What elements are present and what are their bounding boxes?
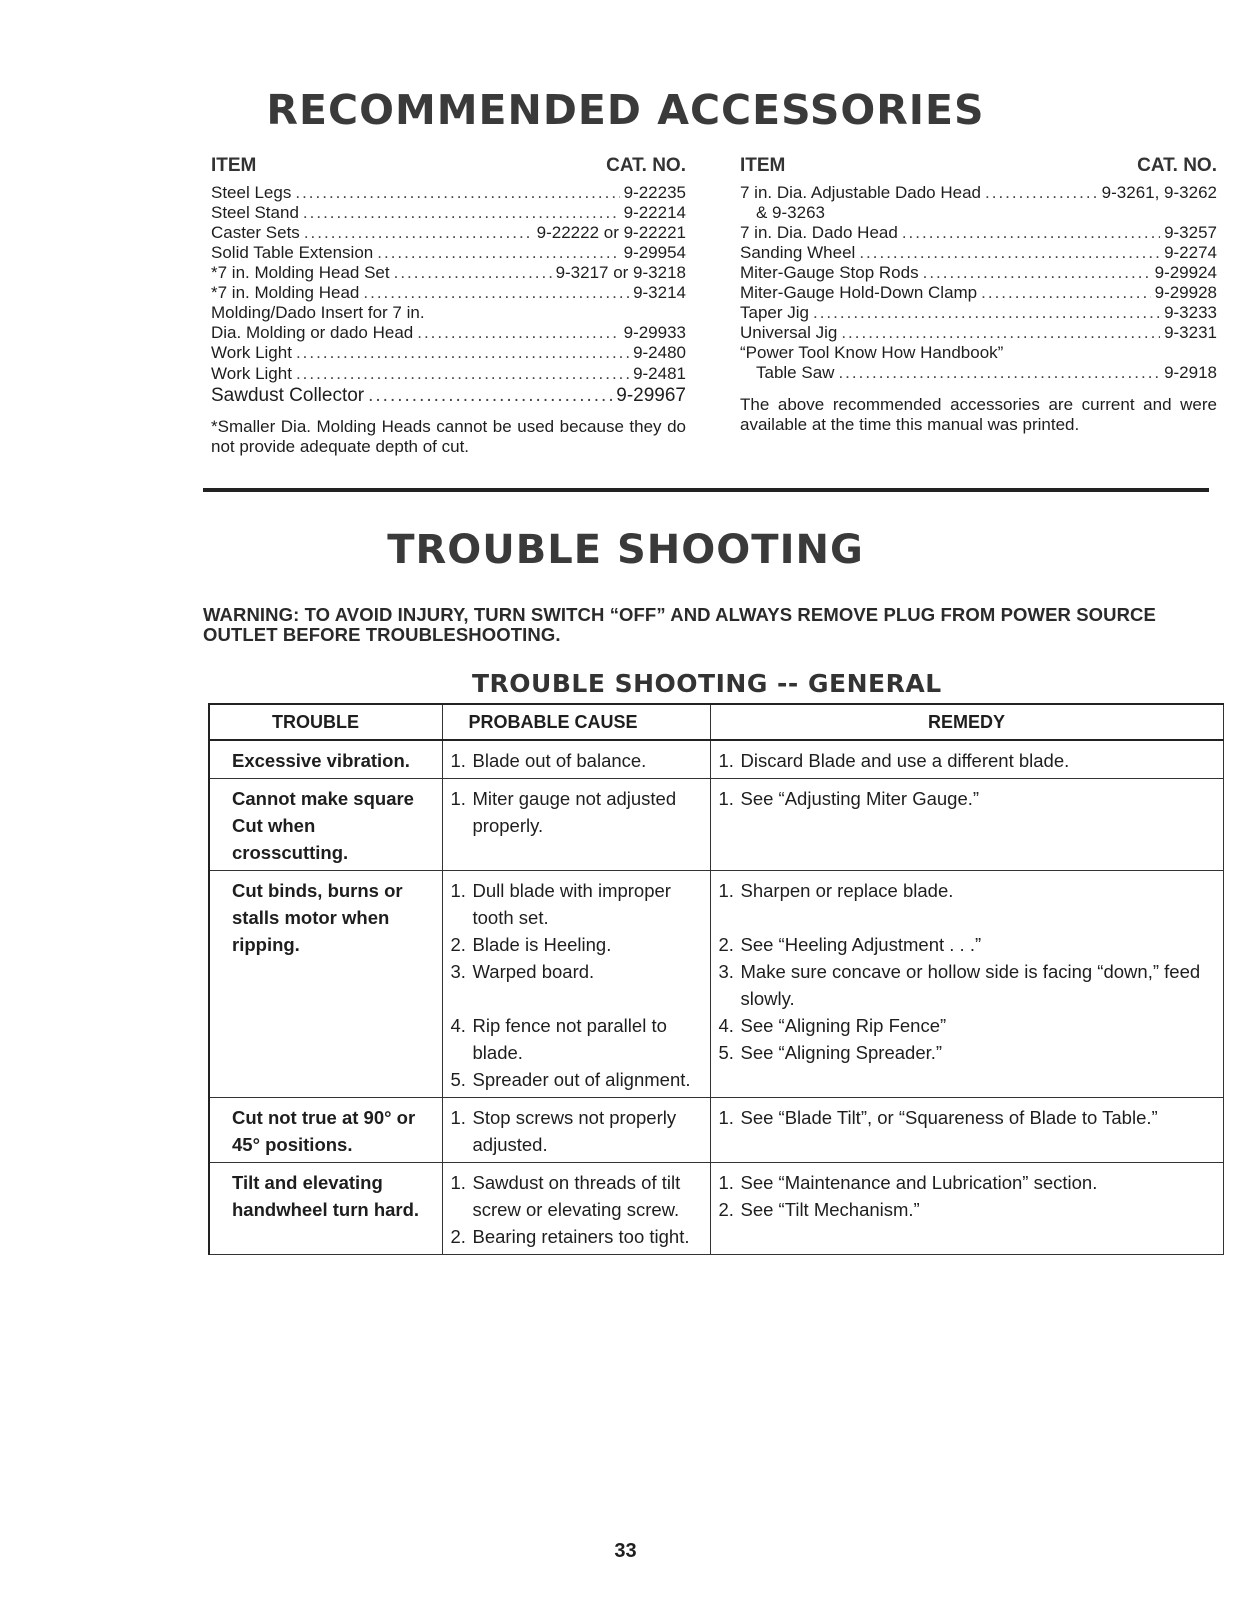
leader-dots: [368, 384, 612, 407]
leader-dots: [902, 223, 1160, 243]
leader-dots: [363, 283, 629, 303]
accessories-right-list: [740, 183, 1217, 383]
accessory-item: Steel Stand: [211, 203, 299, 222]
accessory-row: [211, 183, 686, 203]
item-number: 1.: [718, 1107, 734, 1128]
trouble-header: TROUBLE: [209, 704, 442, 740]
item-text: Miter gauge not adjusted properly.: [472, 788, 677, 836]
remedy-item: [719, 877, 1217, 904]
accessory-item: & 9-3263: [756, 203, 825, 222]
item-text: Bearing retainers too tight.: [472, 1226, 690, 1247]
leader-dots: [838, 363, 1160, 383]
accessory-row: [211, 323, 686, 343]
remedy-item: [719, 931, 1217, 958]
leader-dots: [303, 203, 620, 223]
availability-note: The above recommended accessories are current and were available at the time this manual was printed.: [740, 395, 1217, 434]
accessory-row: [740, 323, 1217, 343]
accessory-cat-no: 9-3214: [633, 283, 686, 302]
item-number: 1.: [450, 750, 466, 771]
table-header-row: [209, 704, 1223, 740]
cause-item: [451, 1012, 704, 1066]
item-header: ITEM: [740, 155, 786, 176]
accessory-cat-no: 9-3217 or 9-3218: [555, 263, 686, 282]
accessory-item: Sawdust Collector: [211, 385, 365, 406]
accessory-item: Universal Jig: [740, 323, 838, 342]
accessory-item: Sanding Wheel: [740, 243, 856, 262]
accessory-cat-no: 9-29924: [1154, 263, 1217, 282]
spacer: [451, 985, 704, 1012]
item-number: 1.: [718, 880, 734, 901]
table-row: [209, 779, 1223, 871]
item-text: Dull blade with improper tooth set.: [472, 880, 671, 928]
item-number: 1.: [718, 788, 734, 809]
accessory-row: [211, 363, 686, 384]
accessory-item: 7 in. Dia. Adjustable Dado Head: [740, 183, 981, 202]
item-number: 2.: [718, 1199, 734, 1220]
accessory-cat-no: 9-3257: [1164, 223, 1217, 242]
accessory-item: Steel Legs: [211, 183, 292, 202]
item-number: 4.: [450, 1015, 466, 1036]
accessory-item: Molding/Dado Insert for 7 in.: [211, 303, 425, 322]
accessory-item: Table Saw: [756, 363, 835, 382]
remedy-item: [719, 1169, 1217, 1196]
trouble-cell: Tilt and elevating handwheel turn hard.: [209, 1163, 442, 1255]
item-text: See “Heeling Adjustment . . .”: [740, 934, 982, 955]
remedy-cell: [710, 779, 1223, 871]
accessory-item: Work Light: [211, 343, 292, 362]
item-number: 3.: [450, 961, 466, 982]
accessory-item: Taper Jig: [740, 303, 809, 322]
remedy-item: [719, 747, 1217, 774]
warning-text: WARNING: TO AVOID INJURY, TURN SWITCH “OFF” AND ALWAYS REMOVE PLUG FROM POWER SOURCE OUTLET BEFORE TROUBLESHOOTING.: [203, 604, 1156, 645]
accessory-cat-no: 9-3261, 9-3262: [1101, 183, 1217, 202]
item-number: 5.: [450, 1069, 466, 1090]
remedy-cell: [710, 871, 1223, 1098]
item-number: 3.: [718, 961, 734, 982]
cause-item: [451, 747, 704, 774]
troubleshooting-subtitle: TROUBLE SHOOTING -- GENERAL: [472, 669, 942, 698]
cause-item: [451, 877, 704, 931]
cause-item: [451, 1169, 704, 1223]
item-text: Spreader out of alignment.: [472, 1069, 691, 1090]
item-number: 2.: [718, 934, 734, 955]
item-text: Sawdust on threads of tilt screw or elevating screw.: [472, 1172, 681, 1220]
item-text: Make sure concave or hollow side is facing “down,” feed slowly.: [740, 961, 1201, 1009]
leader-dots: [813, 303, 1160, 323]
cause-cell: [442, 871, 710, 1098]
item-text: Blade is Heeling.: [472, 934, 612, 955]
accessory-cat-no: 9-3231: [1164, 323, 1217, 342]
remedy-cell: [710, 1163, 1223, 1255]
accessory-item: Miter-Gauge Stop Rods: [740, 263, 919, 282]
item-number: 5.: [718, 1042, 734, 1063]
trouble-cell: Excessive vibration.: [209, 740, 442, 779]
cause-item: [451, 1104, 704, 1158]
item-number: 1.: [718, 1172, 734, 1193]
cat-no-header: CAT. NO.: [1137, 155, 1217, 176]
troubleshooting-title: TROUBLE SHOOTING: [387, 527, 864, 573]
accessory-row: [211, 203, 686, 223]
accessory-item: “Power Tool Know How Handbook”: [740, 343, 1004, 362]
accessory-item: Miter-Gauge Hold-Down Clamp: [740, 283, 978, 302]
cause-item: [451, 1066, 704, 1093]
accessory-item: Caster Sets: [211, 223, 300, 242]
remedy-cell: [710, 1098, 1223, 1163]
accessory-cat-no: 9-29967: [616, 385, 686, 406]
remedy-item: [719, 1039, 1217, 1066]
cause-cell: [442, 740, 710, 779]
item-text: See “Maintenance and Lubrication” section.: [740, 1172, 1098, 1193]
accessories-left-column: [211, 155, 686, 457]
remedy-cell: [710, 740, 1223, 779]
accessory-cat-no: 9-29933: [623, 323, 686, 342]
trouble-cell: Cut binds, burns or stalls motor when ripping.: [209, 871, 442, 1098]
item-number: 1.: [450, 788, 466, 809]
item-header: ITEM: [211, 155, 257, 176]
cat-no-header: CAT. NO.: [606, 155, 686, 176]
accessory-row: [740, 203, 1217, 223]
cause-cell: [442, 1163, 710, 1255]
leader-dots: [859, 243, 1160, 263]
table-row: [209, 871, 1223, 1098]
item-number: 1.: [718, 750, 734, 771]
accessory-cat-no: 9-2918: [1164, 363, 1217, 382]
accessory-row: [740, 283, 1217, 303]
accessory-item: Dia. Molding or dado Head: [211, 323, 414, 342]
remedy-item: [719, 1012, 1217, 1039]
accessory-cat-no: 9-22214: [623, 203, 686, 222]
accessory-row: [740, 243, 1217, 263]
accessory-cat-no: 9-2480: [633, 343, 686, 362]
accessory-cat-no: 9-3233: [1164, 303, 1217, 322]
cause-item: [451, 931, 704, 958]
accessory-cat-no: 9-29954: [623, 243, 686, 262]
molding-head-note: *Smaller Dia. Molding Heads cannot be used because they do not provide adequate depth of cut.: [211, 417, 686, 456]
accessory-row: [740, 343, 1217, 363]
item-number: 4.: [718, 1015, 734, 1036]
remedy-item: [719, 1196, 1217, 1223]
accessory-row: [211, 223, 686, 243]
cause-item: [451, 785, 704, 839]
item-text: See “Blade Tilt”, or “Squareness of Blade to Table.”: [740, 1107, 1158, 1128]
accessory-cat-no: 9-2481: [633, 364, 686, 383]
accessory-item: *7 in. Molding Head Set: [211, 263, 390, 282]
troubleshooting-table: [208, 703, 1224, 1255]
accessories-title: RECOMMENDED ACCESSORIES: [266, 86, 985, 134]
troubleshooting-table-body: [209, 740, 1223, 1255]
trouble-cell: Cut not true at 90° or 45° positions.: [209, 1098, 442, 1163]
item-number: 2.: [450, 934, 466, 955]
accessory-row: [740, 363, 1217, 383]
item-text: See “Aligning Rip Fence”: [740, 1015, 947, 1036]
item-text: Sharpen or replace blade.: [740, 880, 954, 901]
accessory-item: 7 in. Dia. Dado Head: [740, 223, 898, 242]
table-row: [209, 1098, 1223, 1163]
table-row: [209, 740, 1223, 779]
remedy-header: REMEDY: [710, 704, 1223, 740]
page-number: 33: [614, 1540, 637, 1562]
leader-dots: [296, 363, 629, 384]
accessories-left-header: [211, 155, 686, 183]
accessory-row: [211, 303, 686, 323]
item-text: See “Tilt Mechanism.”: [740, 1199, 920, 1220]
table-row: [209, 1163, 1223, 1255]
remedy-item: [719, 785, 1217, 812]
accessory-row: [211, 263, 686, 283]
spacer: [719, 904, 1217, 931]
probable-cause-header: PROBABLE CAUSE: [442, 704, 710, 740]
accessories-right-column: [740, 155, 1217, 435]
cause-cell: [442, 779, 710, 871]
item-number: 2.: [450, 1226, 466, 1247]
accessory-row: [211, 283, 686, 303]
item-text: Discard Blade and use a different blade.: [740, 750, 1070, 771]
leader-dots: [304, 223, 533, 243]
trouble-cell: Cannot make square Cut when crosscutting.: [209, 779, 442, 871]
leader-dots: [841, 323, 1160, 343]
accessory-row: [211, 243, 686, 263]
item-text: Blade out of balance.: [472, 750, 647, 771]
accessory-row: [740, 223, 1217, 243]
cause-cell: [442, 1098, 710, 1163]
item-number: 1.: [450, 880, 466, 901]
accessories-left-list: [211, 183, 686, 407]
remedy-item: [719, 958, 1217, 1012]
leader-dots: [923, 263, 1151, 283]
cause-item: [451, 958, 704, 985]
item-text: Warped board.: [472, 961, 595, 982]
item-text: Rip fence not parallel to blade.: [472, 1015, 667, 1063]
item-text: Stop screws not properly adjusted.: [472, 1107, 677, 1155]
accessory-cat-no: 9-22235: [623, 183, 686, 202]
accessory-row: [211, 384, 686, 407]
accessory-item: *7 in. Molding Head: [211, 283, 360, 302]
accessory-row: [740, 183, 1217, 203]
item-number: 1.: [450, 1107, 466, 1128]
leader-dots: [981, 283, 1150, 303]
leader-dots: [417, 323, 619, 343]
leader-dots: [296, 343, 629, 363]
accessories-right-header: [740, 155, 1217, 183]
leader-dots: [295, 183, 619, 203]
item-text: See “Adjusting Miter Gauge.”: [740, 788, 980, 809]
leader-dots: [377, 243, 619, 263]
accessory-cat-no: 9-2274: [1164, 243, 1217, 262]
leader-dots: [394, 263, 552, 283]
cause-item: [451, 1223, 704, 1250]
accessory-cat-no: 9-22222 or 9-22221: [536, 223, 686, 242]
accessory-row: [740, 263, 1217, 283]
item-number: 1.: [450, 1172, 466, 1193]
item-text: See “Aligning Spreader.”: [740, 1042, 943, 1063]
accessory-row: [740, 303, 1217, 323]
accessory-item: Solid Table Extension: [211, 243, 374, 262]
remedy-item: [719, 1104, 1217, 1131]
accessory-item: Work Light: [211, 364, 292, 383]
accessory-row: [211, 343, 686, 363]
accessory-cat-no: 9-29928: [1154, 283, 1217, 302]
section-divider: [203, 488, 1209, 492]
leader-dots: [985, 183, 1098, 203]
